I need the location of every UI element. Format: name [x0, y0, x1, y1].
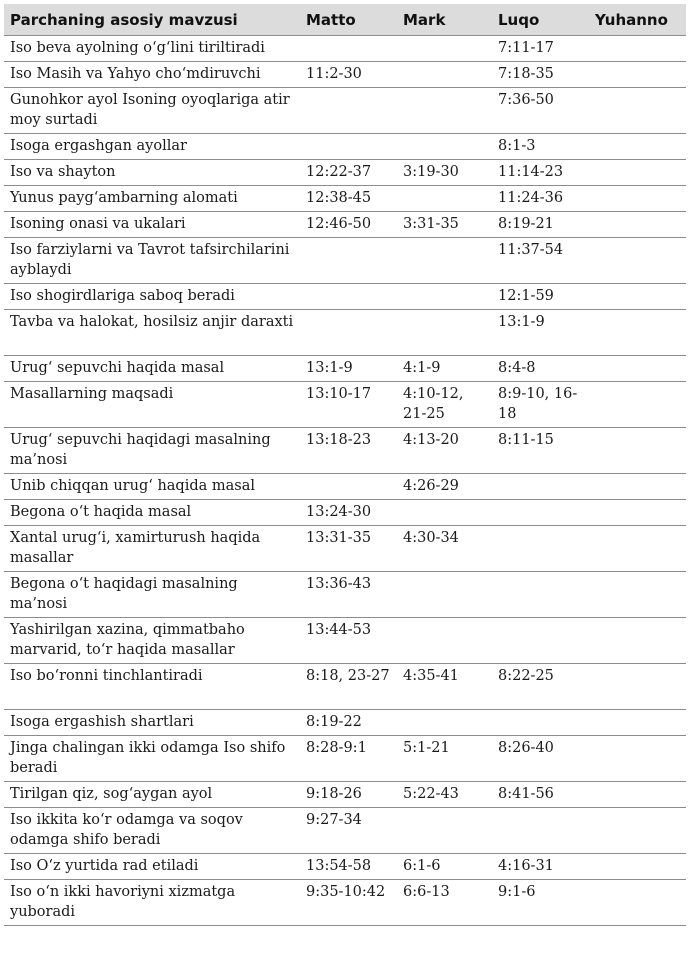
yuhanno-reference-cell — [589, 212, 686, 238]
column-header-topic: Parchaning asosiy mavzusi — [4, 4, 300, 36]
topic-cell: Iso farziylarni va Tavrot tafsirchilarini ayblaydi — [4, 238, 300, 284]
table-row — [4, 134, 686, 160]
table-row — [4, 618, 686, 664]
topic-cell: Tavba va halokat, hosilsiz anjir daraxti — [4, 310, 300, 356]
topic-cell: Begona o‘t haqida masal — [4, 500, 300, 526]
luqo-reference-cell — [492, 526, 589, 572]
table-row — [4, 474, 686, 500]
matto-reference-cell: 9:35-10:42 — [300, 880, 397, 926]
yuhanno-reference-cell — [589, 854, 686, 880]
mark-reference-cell: 3:31-35 — [397, 212, 492, 238]
table-row — [4, 428, 686, 474]
matto-reference-cell: 13:24-30 — [300, 500, 397, 526]
yuhanno-reference-cell — [589, 782, 686, 808]
matto-reference-cell: 13:1-9 — [300, 356, 397, 382]
table-row — [4, 356, 686, 382]
table-row — [4, 736, 686, 782]
yuhanno-reference-cell — [589, 88, 686, 134]
yuhanno-reference-cell — [589, 736, 686, 782]
table-row — [4, 212, 686, 238]
yuhanno-reference-cell — [589, 62, 686, 88]
column-header-luqo: Luqo — [492, 4, 589, 36]
matto-reference-cell — [300, 88, 397, 134]
yuhanno-reference-cell — [589, 134, 686, 160]
table-row — [4, 160, 686, 186]
matto-reference-cell: 12:22-37 — [300, 160, 397, 186]
matto-reference-cell: 11:2-30 — [300, 62, 397, 88]
matto-reference-cell — [300, 310, 397, 356]
topic-cell: Yunus payg‘ambarning alomati — [4, 186, 300, 212]
topic-cell: Jinga chalingan ikki odamga Iso shifo beradi — [4, 736, 300, 782]
yuhanno-reference-cell — [589, 284, 686, 310]
table-header — [4, 4, 686, 36]
mark-reference-cell: 5:22-43 — [397, 782, 492, 808]
mark-reference-cell — [397, 808, 492, 854]
table-row — [4, 808, 686, 854]
topic-cell: Iso beva ayolning o‘g‘lini tiriltiradi — [4, 36, 300, 62]
topic-cell: Iso O‘z yurtida rad etiladi — [4, 854, 300, 880]
topic-cell: Iso ikkita ko‘r odamga va soqov odamga shifo beradi — [4, 808, 300, 854]
matto-reference-cell — [300, 238, 397, 284]
mark-reference-cell — [397, 500, 492, 526]
table-row — [4, 526, 686, 572]
topic-cell: Isoga ergashish shartlari — [4, 710, 300, 736]
luqo-reference-cell: 8:41-56 — [492, 782, 589, 808]
yuhanno-reference-cell — [589, 500, 686, 526]
mark-reference-cell — [397, 62, 492, 88]
matto-reference-cell: 12:38-45 — [300, 186, 397, 212]
table-row — [4, 854, 686, 880]
mark-reference-cell — [397, 710, 492, 736]
topic-cell: Tirilgan qiz, sog‘aygan ayol — [4, 782, 300, 808]
mark-reference-cell — [397, 134, 492, 160]
topic-cell: Masallarning maqsadi — [4, 382, 300, 428]
matto-reference-cell — [300, 134, 397, 160]
yuhanno-reference-cell — [589, 618, 686, 664]
mark-reference-cell — [397, 618, 492, 664]
luqo-reference-cell: 8:1-3 — [492, 134, 589, 160]
luqo-reference-cell — [492, 618, 589, 664]
topic-cell: Yashirilgan xazina, qimmatbaho marvarid, to‘r haqida masallar — [4, 618, 300, 664]
topic-cell: Isoga ergashgan ayollar — [4, 134, 300, 160]
topic-cell: Iso shogirdlariga saboq beradi — [4, 284, 300, 310]
yuhanno-reference-cell — [589, 310, 686, 356]
topic-cell: Urug‘ sepuvchi haqida masal — [4, 356, 300, 382]
luqo-reference-cell: 7:18-35 — [492, 62, 589, 88]
mark-reference-cell — [397, 238, 492, 284]
yuhanno-reference-cell — [589, 160, 686, 186]
yuhanno-reference-cell — [589, 382, 686, 428]
header-row — [4, 4, 686, 36]
mark-reference-cell — [397, 284, 492, 310]
table-row — [4, 880, 686, 926]
luqo-reference-cell — [492, 572, 589, 618]
matto-reference-cell: 8:18, 23-27 — [300, 664, 397, 710]
topic-cell: Iso o‘n ikki havoriyni xizmatga yuboradi — [4, 880, 300, 926]
luqo-reference-cell: 11:14-23 — [492, 160, 589, 186]
topic-cell: Iso Masih va Yahyo cho‘mdiruvchi — [4, 62, 300, 88]
mark-reference-cell: 4:10-12, 21-25 — [397, 382, 492, 428]
luqo-reference-cell: 8:11-15 — [492, 428, 589, 474]
yuhanno-reference-cell — [589, 238, 686, 284]
luqo-reference-cell: 8:9-10, 16-18 — [492, 382, 589, 428]
matto-reference-cell: 13:31-35 — [300, 526, 397, 572]
yuhanno-reference-cell — [589, 572, 686, 618]
topic-cell: Urug‘ sepuvchi haqidagi masalning ma’nosi — [4, 428, 300, 474]
table-body — [4, 36, 686, 926]
table-row — [4, 500, 686, 526]
mark-reference-cell: 3:19-30 — [397, 160, 492, 186]
table-row — [4, 284, 686, 310]
mark-reference-cell: 4:30-34 — [397, 526, 492, 572]
yuhanno-reference-cell — [589, 880, 686, 926]
table-row — [4, 382, 686, 428]
yuhanno-reference-cell — [589, 186, 686, 212]
luqo-reference-cell: 8:19-21 — [492, 212, 589, 238]
column-header-mark: Mark — [397, 4, 492, 36]
column-header-matto: Matto — [300, 4, 397, 36]
table-row — [4, 238, 686, 284]
mark-reference-cell: 4:13-20 — [397, 428, 492, 474]
table-row — [4, 710, 686, 736]
matto-reference-cell: 13:18-23 — [300, 428, 397, 474]
luqo-reference-cell: 8:22-25 — [492, 664, 589, 710]
luqo-reference-cell: 11:24-36 — [492, 186, 589, 212]
topic-cell: Xantal urug‘i, xamirturush haqida masallar — [4, 526, 300, 572]
gospel-harmony-table — [4, 4, 686, 926]
table-row — [4, 310, 686, 356]
table-row — [4, 186, 686, 212]
luqo-reference-cell: 11:37-54 — [492, 238, 589, 284]
luqo-reference-cell: 7:36-50 — [492, 88, 589, 134]
luqo-reference-cell: 9:1-6 — [492, 880, 589, 926]
topic-cell: Unib chiqqan urug‘ haqida masal — [4, 474, 300, 500]
table-row — [4, 36, 686, 62]
matto-reference-cell: 9:27-34 — [300, 808, 397, 854]
matto-reference-cell — [300, 284, 397, 310]
topic-cell: Iso bo‘ronni tinchlantiradi — [4, 664, 300, 710]
luqo-reference-cell: 4:16-31 — [492, 854, 589, 880]
topic-cell: Isoning onasi va ukalari — [4, 212, 300, 238]
matto-reference-cell: 12:46-50 — [300, 212, 397, 238]
luqo-reference-cell: 7:11-17 — [492, 36, 589, 62]
mark-reference-cell: 6:1-6 — [397, 854, 492, 880]
matto-reference-cell: 13:54-58 — [300, 854, 397, 880]
topic-cell: Begona o‘t haqidagi masalning ma’nosi — [4, 572, 300, 618]
yuhanno-reference-cell — [589, 808, 686, 854]
mark-reference-cell — [397, 88, 492, 134]
yuhanno-reference-cell — [589, 526, 686, 572]
luqo-reference-cell: 13:1-9 — [492, 310, 589, 356]
yuhanno-reference-cell — [589, 664, 686, 710]
yuhanno-reference-cell — [589, 36, 686, 62]
mark-reference-cell: 6:6-13 — [397, 880, 492, 926]
column-header-yuhanno: Yuhanno — [589, 4, 686, 36]
mark-reference-cell — [397, 186, 492, 212]
luqo-reference-cell — [492, 710, 589, 736]
mark-reference-cell — [397, 310, 492, 356]
mark-reference-cell: 4:35-41 — [397, 664, 492, 710]
luqo-reference-cell — [492, 474, 589, 500]
yuhanno-reference-cell — [589, 710, 686, 736]
topic-cell: Iso va shayton — [4, 160, 300, 186]
topic-cell: Gunohkor ayol Isoning oyoqlariga atir moy surtadi — [4, 88, 300, 134]
table-row — [4, 572, 686, 618]
yuhanno-reference-cell — [589, 474, 686, 500]
matto-reference-cell: 13:44-53 — [300, 618, 397, 664]
matto-reference-cell: 8:19-22 — [300, 710, 397, 736]
mark-reference-cell: 4:1-9 — [397, 356, 492, 382]
luqo-reference-cell — [492, 500, 589, 526]
matto-reference-cell: 8:28-9:1 — [300, 736, 397, 782]
matto-reference-cell: 13:10-17 — [300, 382, 397, 428]
table-row — [4, 62, 686, 88]
mark-reference-cell — [397, 572, 492, 618]
mark-reference-cell: 5:1-21 — [397, 736, 492, 782]
table-row — [4, 782, 686, 808]
matto-reference-cell: 13:36-43 — [300, 572, 397, 618]
luqo-reference-cell: 8:4-8 — [492, 356, 589, 382]
mark-reference-cell: 4:26-29 — [397, 474, 492, 500]
luqo-reference-cell: 8:26-40 — [492, 736, 589, 782]
matto-reference-cell — [300, 474, 397, 500]
luqo-reference-cell — [492, 808, 589, 854]
matto-reference-cell — [300, 36, 397, 62]
luqo-reference-cell: 12:1-59 — [492, 284, 589, 310]
table-row — [4, 664, 686, 710]
table-row — [4, 88, 686, 134]
yuhanno-reference-cell — [589, 428, 686, 474]
mark-reference-cell — [397, 36, 492, 62]
yuhanno-reference-cell — [589, 356, 686, 382]
matto-reference-cell: 9:18-26 — [300, 782, 397, 808]
